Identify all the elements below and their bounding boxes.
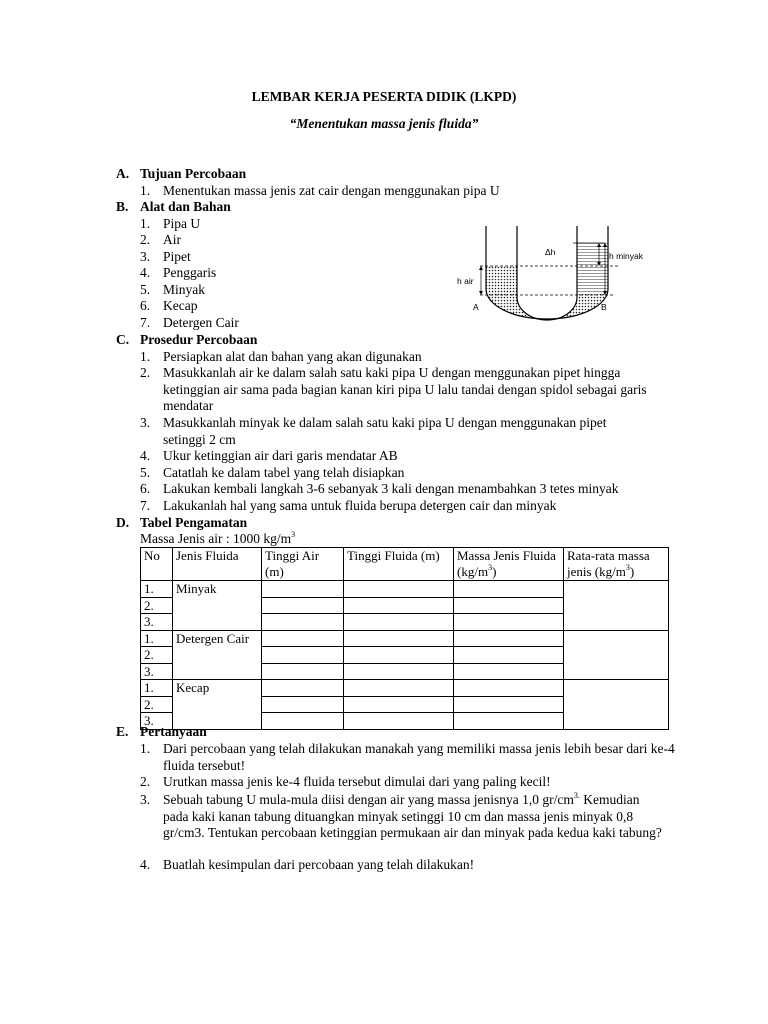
fluid-detergen: Detergen Cair xyxy=(173,630,262,680)
oil-fill xyxy=(577,243,608,294)
table-row: 2. xyxy=(141,597,669,614)
section-d-heading: D. Tabel Pengamatan xyxy=(116,515,248,530)
table-row: 2. xyxy=(141,647,669,664)
section-c-heading: C. Prosedur Percobaan xyxy=(116,332,258,347)
table-row: 1. Detergen Cair xyxy=(141,630,669,647)
section-a-heading: A. Tujuan Percobaan xyxy=(116,166,247,181)
table-header-row xyxy=(141,548,669,581)
document-subtitle: “Menentukan massa jenis fluida” xyxy=(289,116,479,131)
header-rata-rata: Rata-rata massa jenis $(kg/m^3)$ xyxy=(564,548,669,581)
header-tinggi-air: Tinggi Air (m) xyxy=(262,548,344,581)
h-minyak-label: h minyak xyxy=(609,251,644,261)
table-row: 3. xyxy=(141,614,669,631)
table-row: 1. Kecap xyxy=(141,680,669,697)
table-row: 3. xyxy=(141,663,669,680)
h-air-label: h air xyxy=(457,276,474,286)
header-jenis-fluida: Jenis Fluida xyxy=(173,548,262,581)
water-density-note: Massa Jenis air : 1000 $kg/m^3$ xyxy=(140,530,296,546)
document-title: LEMBAR KERJA PESERTA DIDIK (LKPD) xyxy=(251,89,517,104)
section-b-heading: B. Alat dan Bahan xyxy=(116,199,231,214)
table-row: 1. Minyak xyxy=(141,581,669,598)
fluid-kecap: Kecap xyxy=(173,680,262,730)
table-row: 3. xyxy=(141,713,669,730)
tube-inner-wall xyxy=(517,226,577,320)
point-a-label: A xyxy=(473,302,479,312)
section-e-heading: E. Pertanyaan xyxy=(116,724,207,739)
header-no: No xyxy=(141,548,173,581)
observation-table xyxy=(140,547,669,730)
header-massa-jenis: Massa Jenis Fluida $(kg/m^3)$ xyxy=(454,548,564,581)
fluid-minyak: Minyak xyxy=(173,581,262,631)
delta-h-label: Δh xyxy=(545,247,556,257)
header-tinggi-fluida: Tinggi Fluida (m) xyxy=(344,548,454,581)
table-row: 2. xyxy=(141,696,669,713)
point-b-label: B xyxy=(601,302,607,312)
u-tube-diagram xyxy=(455,221,695,321)
